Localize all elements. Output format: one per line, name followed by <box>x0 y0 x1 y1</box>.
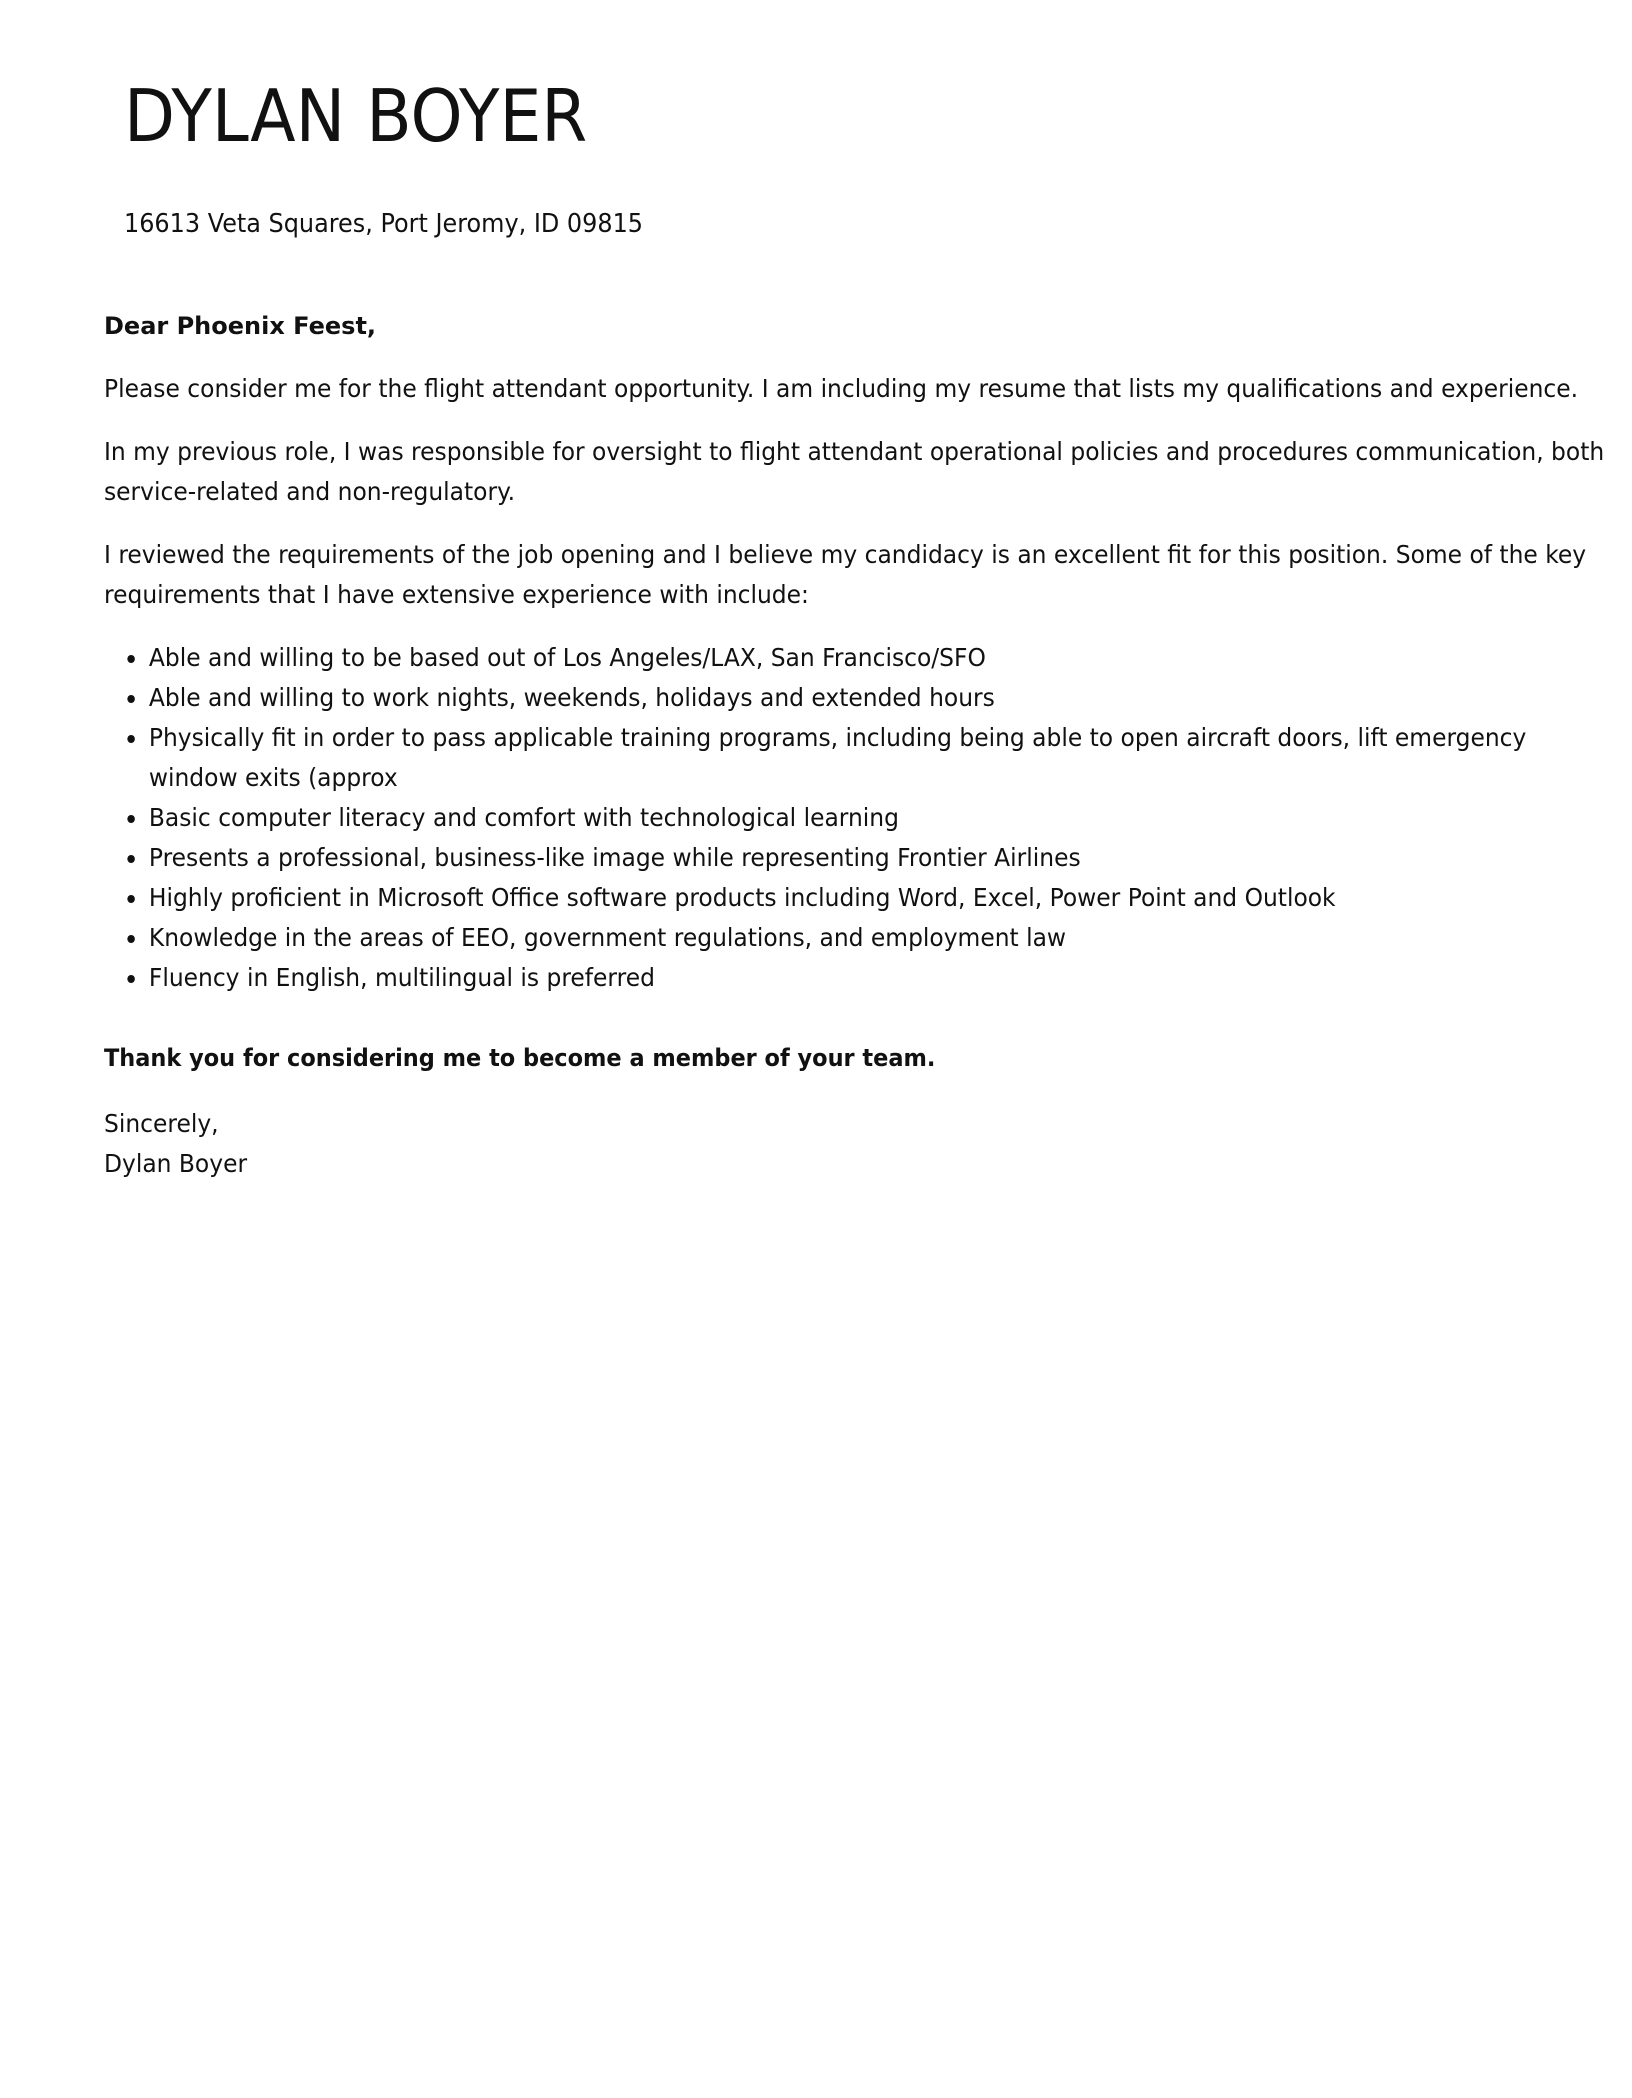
requirements-list <box>104 638 1619 998</box>
experience-paragraph: In my previous role, I was responsible for oversight to flight attendant operational policies and procedures communication, both service-related and non-regulatory. <box>104 437 1605 506</box>
closing-line: Thank you for considering me to become a member of your team. <box>104 1044 936 1072</box>
signoff: Sincerely, <box>104 1109 219 1138</box>
list-item: Physically fit in order to pass applicable training programs, including being able to open aircraft doors, lift emergency window exits (approx <box>104 718 1619 798</box>
signature-name: Dylan Boyer <box>104 1149 248 1178</box>
list-item: Able and willing to be based out of Los Angeles/LAX, San Francisco/SFO <box>104 638 1619 678</box>
applicant-address: 16613 Veta Squares, Port Jeromy, ID 09815 <box>124 209 644 239</box>
list-item: Highly proficient in Microsoft Office software products including Word, Excel, Power Point and Outlook <box>104 878 1619 918</box>
intro-paragraph: Please consider me for the flight attendant opportunity. I am including my resume that lists my qualifications and experience. <box>104 374 1579 403</box>
list-item: Basic computer literacy and comfort with technological learning <box>104 798 1619 838</box>
letter-body <box>104 306 1605 1184</box>
greeting: Dear Phoenix Feest, <box>104 312 377 340</box>
requirements-intro-paragraph: I reviewed the requirements of the job opening and I believe my candidacy is an excellent fit for this position. Some of the key requirements that I have extensive experience with include: <box>104 540 1587 609</box>
applicant-name: DYLAN BOYER <box>124 74 588 158</box>
list-item: Fluency in English, multilingual is preferred <box>104 958 1619 998</box>
list-item: Presents a professional, business-like image while representing Frontier Airlines <box>104 838 1619 878</box>
list-item: Knowledge in the areas of EEO, government regulations, and employment law <box>104 918 1619 958</box>
list-item: Able and willing to work nights, weekends, holidays and extended hours <box>104 678 1619 718</box>
letter-header <box>124 70 1424 240</box>
